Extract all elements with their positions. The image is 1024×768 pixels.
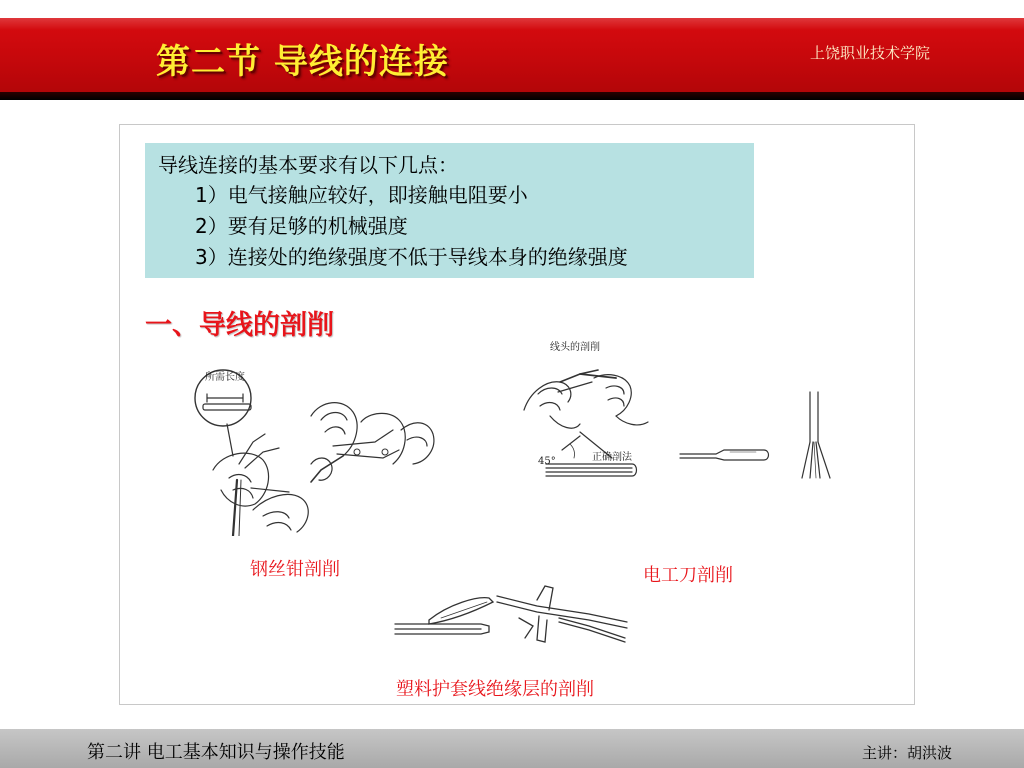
caption-pliers: 钢丝钳剖削	[250, 559, 340, 580]
section-heading: 一、导线的剖削	[145, 310, 334, 341]
lecture-title: 第二讲 电工基本知识与操作技能	[87, 742, 345, 763]
knife-head-label: 线头的剖削	[550, 342, 600, 353]
knife-angle-label: 45°	[538, 456, 556, 467]
school-name: 上饶职业技术学院	[810, 44, 931, 62]
caption-knife: 电工刀剖削	[643, 565, 733, 586]
header-gloss	[0, 18, 1024, 30]
sheath-stripping-figure	[389, 580, 633, 658]
requirements-heading: 导线连接的基本要求有以下几点：	[158, 153, 458, 177]
requirement-item: 1）电气接触应较好，即接触电阻要小	[195, 183, 528, 207]
slide-title: 第二节 导线的连接	[156, 42, 449, 82]
knife-stripping-illustration	[520, 332, 858, 486]
knife-method-label: 正确剖法	[592, 452, 632, 463]
pliers-stripping-figure	[193, 360, 441, 536]
pliers-length-label: 所需长度	[205, 372, 245, 383]
caption-sheath: 塑料护套线绝缘层的剖削	[396, 679, 594, 700]
pliers-stripping-illustration	[193, 360, 441, 536]
header-underline	[0, 92, 1024, 100]
requirements-box	[145, 143, 754, 278]
requirement-item: 3）连接处的绝缘强度不低于导线本身的绝缘强度	[195, 245, 628, 269]
sheath-stripping-illustration	[389, 580, 633, 658]
lecturer-name: 主讲：胡洪波	[862, 744, 953, 762]
requirement-item: 2）要有足够的机械强度	[195, 214, 408, 238]
knife-stripping-figure	[520, 332, 858, 486]
